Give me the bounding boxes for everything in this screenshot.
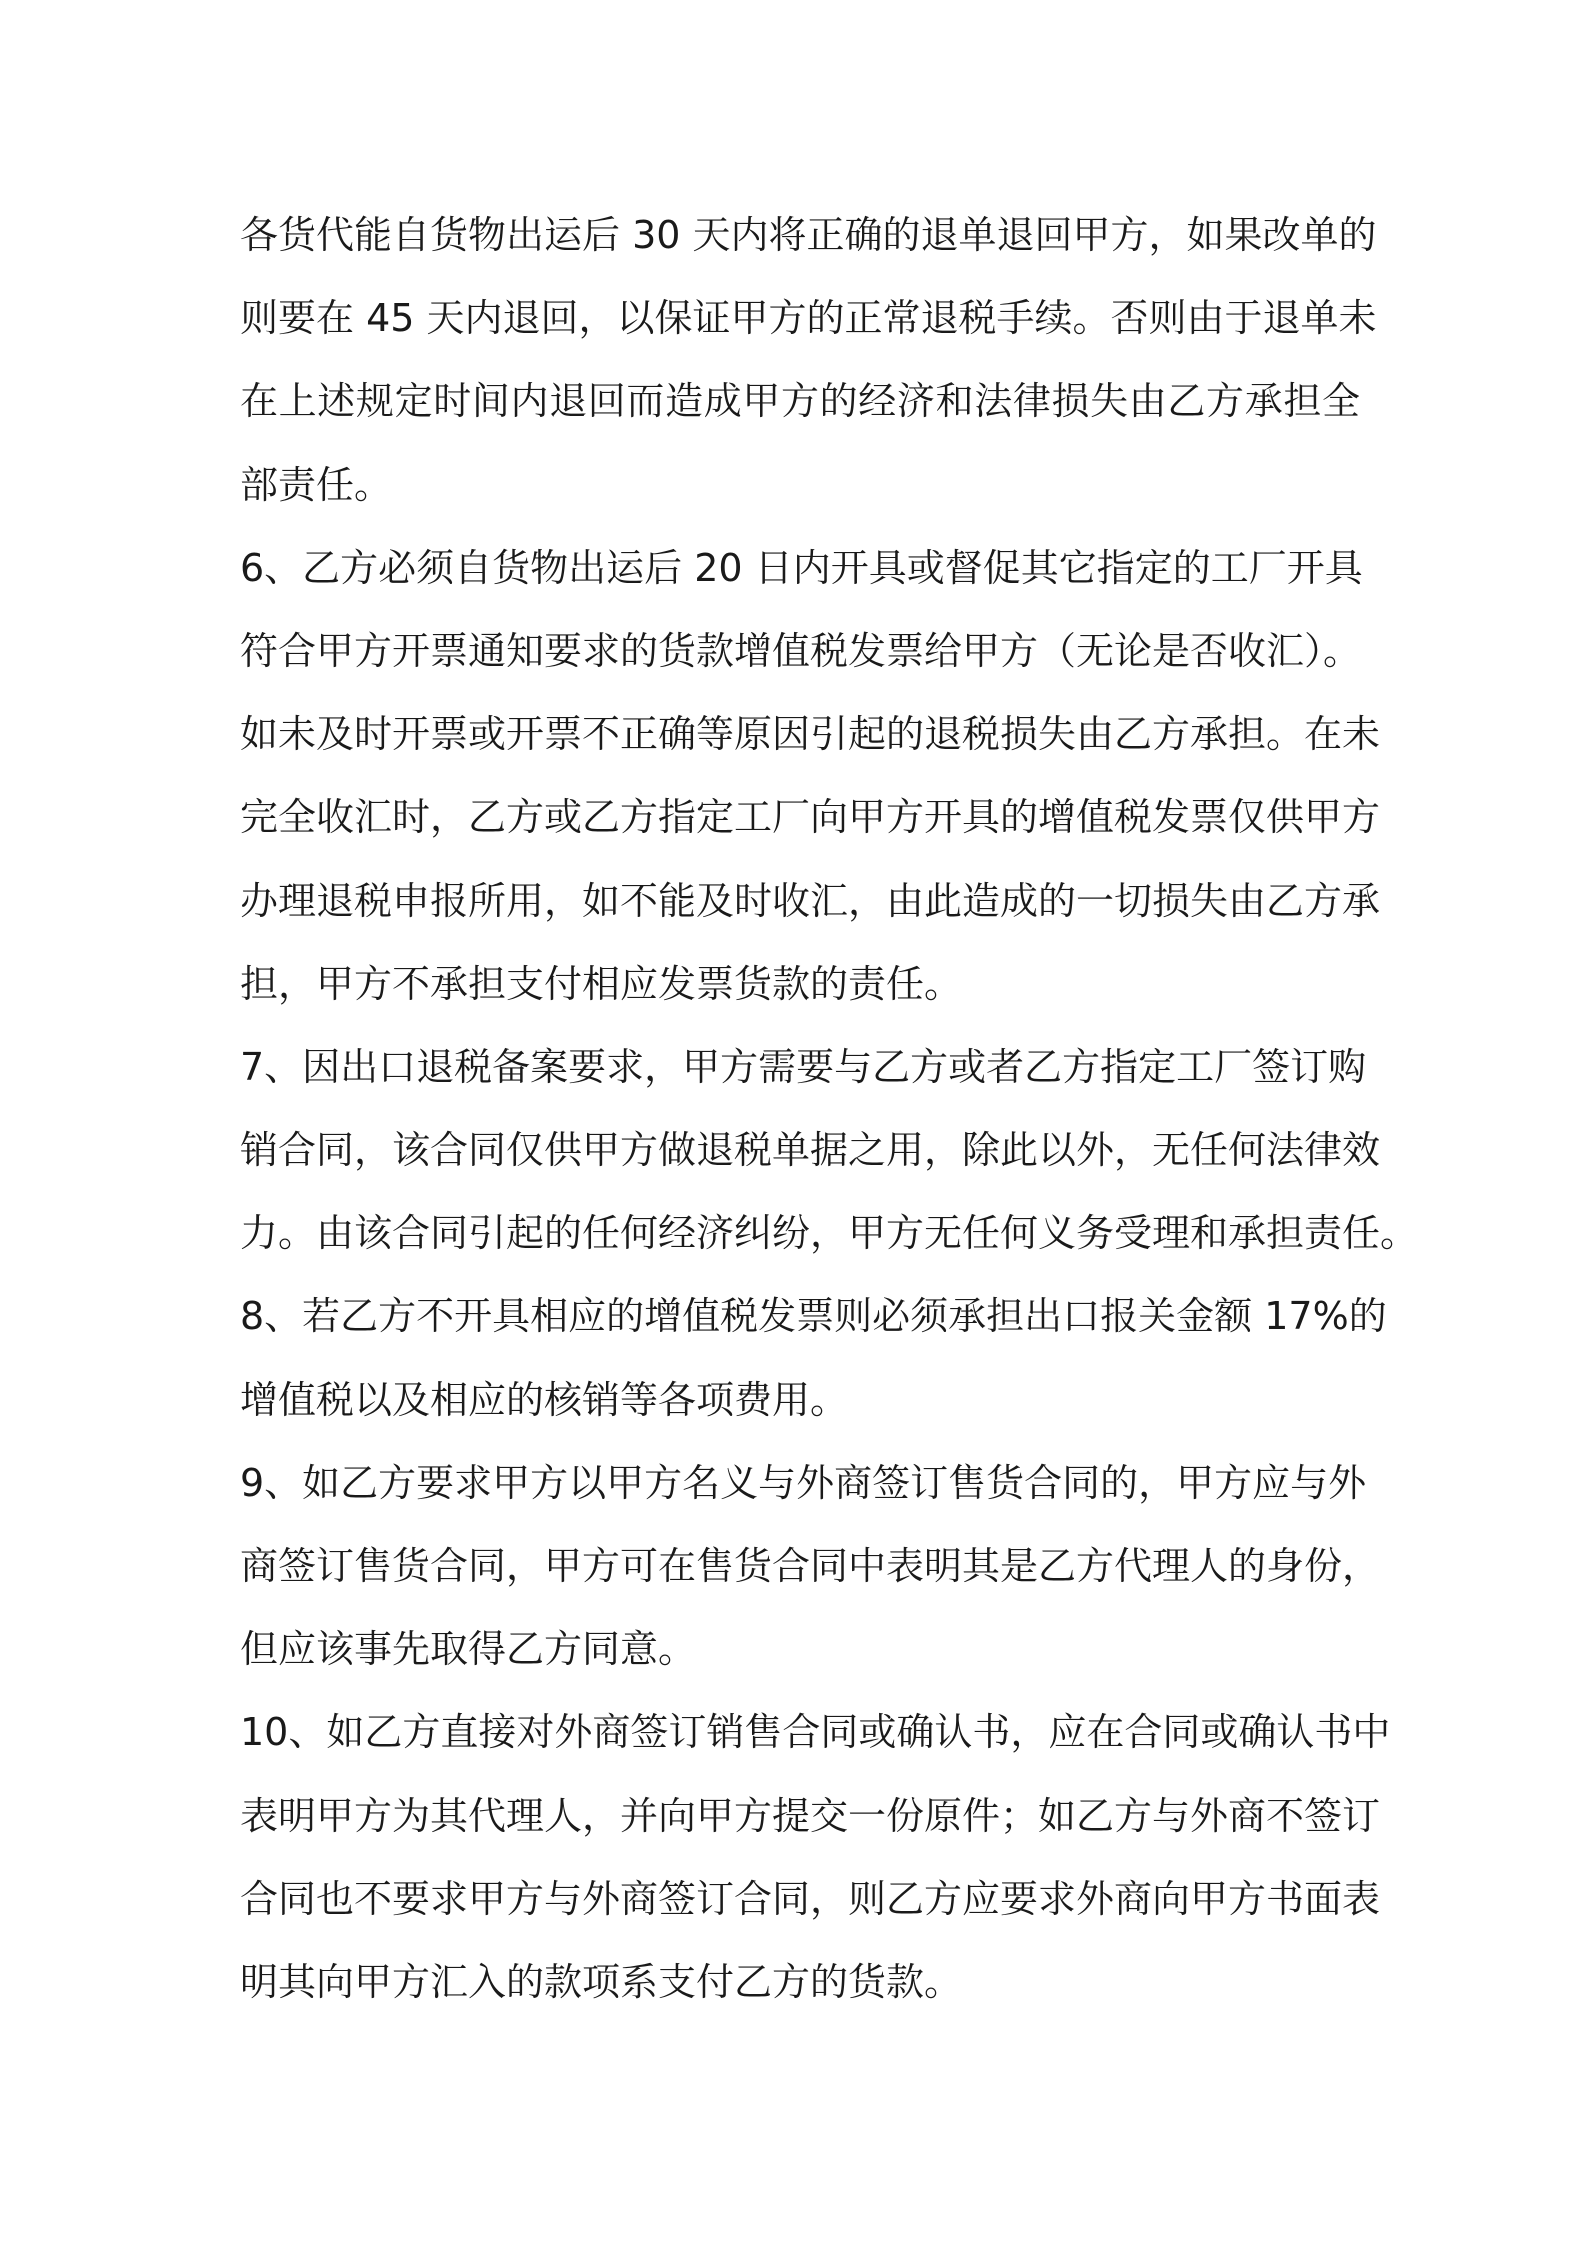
text-line: 明其向甲方汇入的款项系支付乙方的货款。 (240, 1959, 963, 2004)
text-line: 如未及时开票或开票不正确等原因引起的退税损失由乙方承担。在未 (240, 712, 1381, 757)
text-line: 力。由该合同引起的任何经济纠纷，甲方无任何义务受理和承担责任。 (240, 1211, 1419, 1256)
text-line: 办理退税申报所用，如不能及时收汇，由此造成的一切损失由乙方承 (240, 878, 1381, 923)
text-line: 在上述规定时间内退回而造成甲方的经济和法律损失由乙方承担全 (240, 379, 1360, 424)
text-line: 担，甲方不承担支付相应发票货款的责任。 (240, 961, 963, 1006)
text-line: 则要在 45 天内退回，以保证甲方的正常退税手续。否则由于退单未 (240, 296, 1377, 341)
text-line: 8、若乙方不开具相应的增值税发票则必须承担出口报关金额 17%的 (240, 1294, 1387, 1339)
text-line: 完全收汇时，乙方或乙方指定工厂向甲方开具的增值税发票仅供甲方 (240, 795, 1381, 840)
text-line: 6、乙方必须自货物出运后 20 日内开具或督促其它指定的工厂开具 (240, 545, 1363, 590)
text-line: 增值税以及相应的核销等各项费用。 (240, 1377, 849, 1422)
text-line: 部责任。 (240, 462, 393, 507)
text-line: 但应该事先取得乙方同意。 (240, 1627, 697, 1672)
text-line: 10、如乙方直接对外商签订销售合同或确认书，应在合同或确认书中 (240, 1710, 1391, 1755)
text-line: 9、如乙方要求甲方以甲方名义与外商签订售货合同的，甲方应与外 (240, 1460, 1367, 1505)
text-line: 商签订售货合同，甲方可在售货合同中表明其是乙方代理人的身份， (240, 1544, 1381, 1588)
document-body (240, 194, 1419, 2024)
text-line: 7、因出口退税备案要求，甲方需要与乙方或者乙方指定工厂签订购 (240, 1044, 1367, 1089)
text-line: 符合甲方开票通知要求的货款增值税发票给甲方（无论是否收汇）。 (240, 628, 1362, 673)
text-line: 各货代能自货物出运后 30 天内将正确的退单退回甲方，如果改单的 (240, 213, 1377, 257)
text-line: 销合同，该合同仅供甲方做退税单据之用，除此以外，无任何法律效 (240, 1128, 1381, 1173)
text-line: 表明甲方为其代理人，并向甲方提交一份原件；如乙方与外商不签订 (240, 1793, 1381, 1838)
text-line: 合同也不要求甲方与外商签订合同，则乙方应要求外商向甲方书面表 (240, 1876, 1381, 1921)
